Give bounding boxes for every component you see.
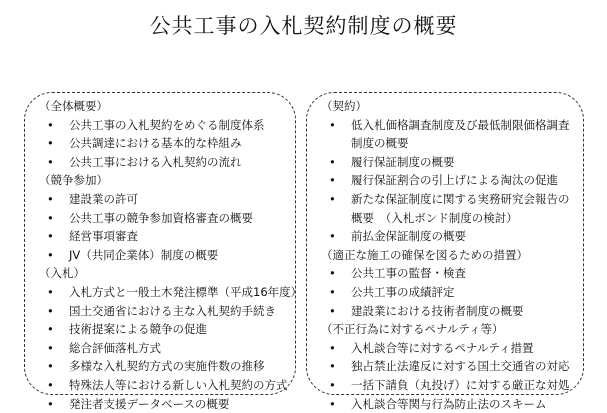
- section-heading-penalties: （不正行為に対するペナルティ等）: [321, 320, 577, 339]
- list-item: [39, 283, 289, 302]
- bullet-icon: •: [47, 339, 54, 358]
- list-item: [39, 116, 289, 135]
- list-item-text: 建設業の許可: [69, 192, 138, 206]
- page-title: 公共工事の入札契約制度の概要: [0, 10, 607, 40]
- list-item-text: 特殊法人等における新しい入札契約の方式: [69, 378, 288, 392]
- list-item: [39, 246, 289, 265]
- bullet-icon: •: [329, 190, 336, 209]
- bullet-icon: •: [329, 376, 336, 395]
- bullet-icon: •: [47, 320, 54, 339]
- list-item-text: JV（共同企業体）制度の概要: [69, 248, 218, 262]
- bullet-icon: •: [47, 357, 54, 376]
- section-heading-contract: （契約）: [321, 97, 577, 116]
- list-item-text: 新たな保証制度に関する実務研究会報告の概要 （入札ボンド制度の検討）: [351, 192, 570, 225]
- list-item-text: 前払金保証制度の概要: [351, 229, 466, 243]
- list-item: [321, 283, 577, 302]
- right-panel-content: [321, 97, 577, 413]
- list-item: [321, 153, 577, 172]
- bullet-icon: •: [329, 395, 336, 413]
- list-item: [321, 190, 577, 227]
- list-item: [39, 190, 289, 209]
- section-heading-construction-quality: （適正な施工の確保を図るための措置）: [321, 246, 577, 265]
- list-item: [39, 209, 289, 228]
- list-item-text: 履行保証割合の引上げによる淘汰の促進: [351, 173, 558, 187]
- left-panel-content: [39, 97, 289, 413]
- list-item-text: 公共工事の成績評定: [351, 285, 455, 299]
- bullet-icon: •: [329, 339, 336, 358]
- bullet-icon: •: [47, 246, 54, 265]
- bullet-icon: •: [47, 227, 54, 246]
- list-item-text: 多様な入札契約方式の実施件数の推移: [69, 359, 265, 373]
- list-item: [321, 227, 577, 246]
- list-item-text: 入札方式と一般土木発注標準（平成16年度）: [69, 285, 302, 299]
- list-item: [321, 116, 577, 153]
- list-item: [39, 395, 289, 413]
- list-item-text: 国土交通省における主な入札契約手続き: [69, 304, 276, 318]
- list-item-text: 総合評価落札方式: [69, 341, 161, 355]
- bullet-icon: •: [329, 227, 336, 246]
- list-item-text: 低入札価格調査制度及び最低制限価格調査制度の概要: [351, 118, 570, 151]
- list-item: [39, 302, 289, 321]
- list-item-text: 公共工事の監督・検査: [351, 266, 466, 280]
- list-item: [321, 264, 577, 283]
- bullet-icon: •: [329, 116, 336, 135]
- right-panel: [306, 92, 584, 395]
- list-item-text: 建設業における技術者制度の概要: [351, 304, 524, 318]
- bullet-icon: •: [47, 153, 54, 172]
- list-item: [321, 171, 577, 190]
- section-heading-competition: （競争参加）: [39, 171, 289, 190]
- bullet-icon: •: [329, 264, 336, 283]
- bullet-icon: •: [47, 116, 54, 135]
- list-item-text: 発注者支援データベースの概要: [69, 397, 229, 411]
- bullet-icon: •: [329, 171, 336, 190]
- list-item-text: 入札談合等に対するペナルティ措置: [351, 341, 534, 355]
- bullet-icon: •: [47, 134, 54, 153]
- list-item: [321, 395, 577, 413]
- list-item: [39, 376, 289, 395]
- list-item-text: 技術提案による競争の促進: [69, 322, 207, 336]
- section-heading-bidding: （入札）: [39, 264, 289, 283]
- bullet-icon: •: [47, 190, 54, 209]
- list-item: [39, 134, 289, 153]
- list-item: [321, 302, 577, 321]
- list-item: [39, 227, 289, 246]
- list-item: [39, 320, 289, 339]
- list-item-text: 一括下請負（丸投げ）に対する厳正な対処: [351, 378, 570, 392]
- list-item-text: 公共工事における入札契約の流れ: [69, 155, 242, 169]
- bullet-icon: •: [329, 283, 336, 302]
- section-heading-overview: （全体概要）: [39, 97, 289, 116]
- list-item: [39, 339, 289, 358]
- list-item: [321, 376, 577, 395]
- list-item: [321, 339, 577, 358]
- list-item-text: 独占禁止法違反に対する国土交通省の対応: [351, 359, 570, 373]
- list-item: [39, 357, 289, 376]
- bullet-icon: •: [47, 302, 54, 321]
- list-item-text: 公共工事の入札契約をめぐる制度体系: [69, 118, 265, 132]
- list-item-text: 公共工事の競争参加資格審査の概要: [69, 211, 253, 225]
- list-item-text: 入札談合等関与行為防止法のスキーム: [351, 397, 547, 411]
- left-panel: [24, 92, 296, 395]
- list-item: [39, 153, 289, 172]
- list-item-text: 経営事項審査: [69, 229, 138, 243]
- list-item-text: 履行保証制度の概要: [351, 155, 455, 169]
- list-item-text: 公共調達における基本的な枠組み: [69, 136, 242, 150]
- bullet-icon: •: [47, 283, 54, 302]
- bullet-icon: •: [329, 153, 336, 172]
- bullet-icon: •: [329, 302, 336, 321]
- bullet-icon: •: [47, 395, 54, 413]
- bullet-icon: •: [47, 209, 54, 228]
- bullet-icon: •: [47, 376, 54, 395]
- list-item: [321, 357, 577, 376]
- bullet-icon: •: [329, 357, 336, 376]
